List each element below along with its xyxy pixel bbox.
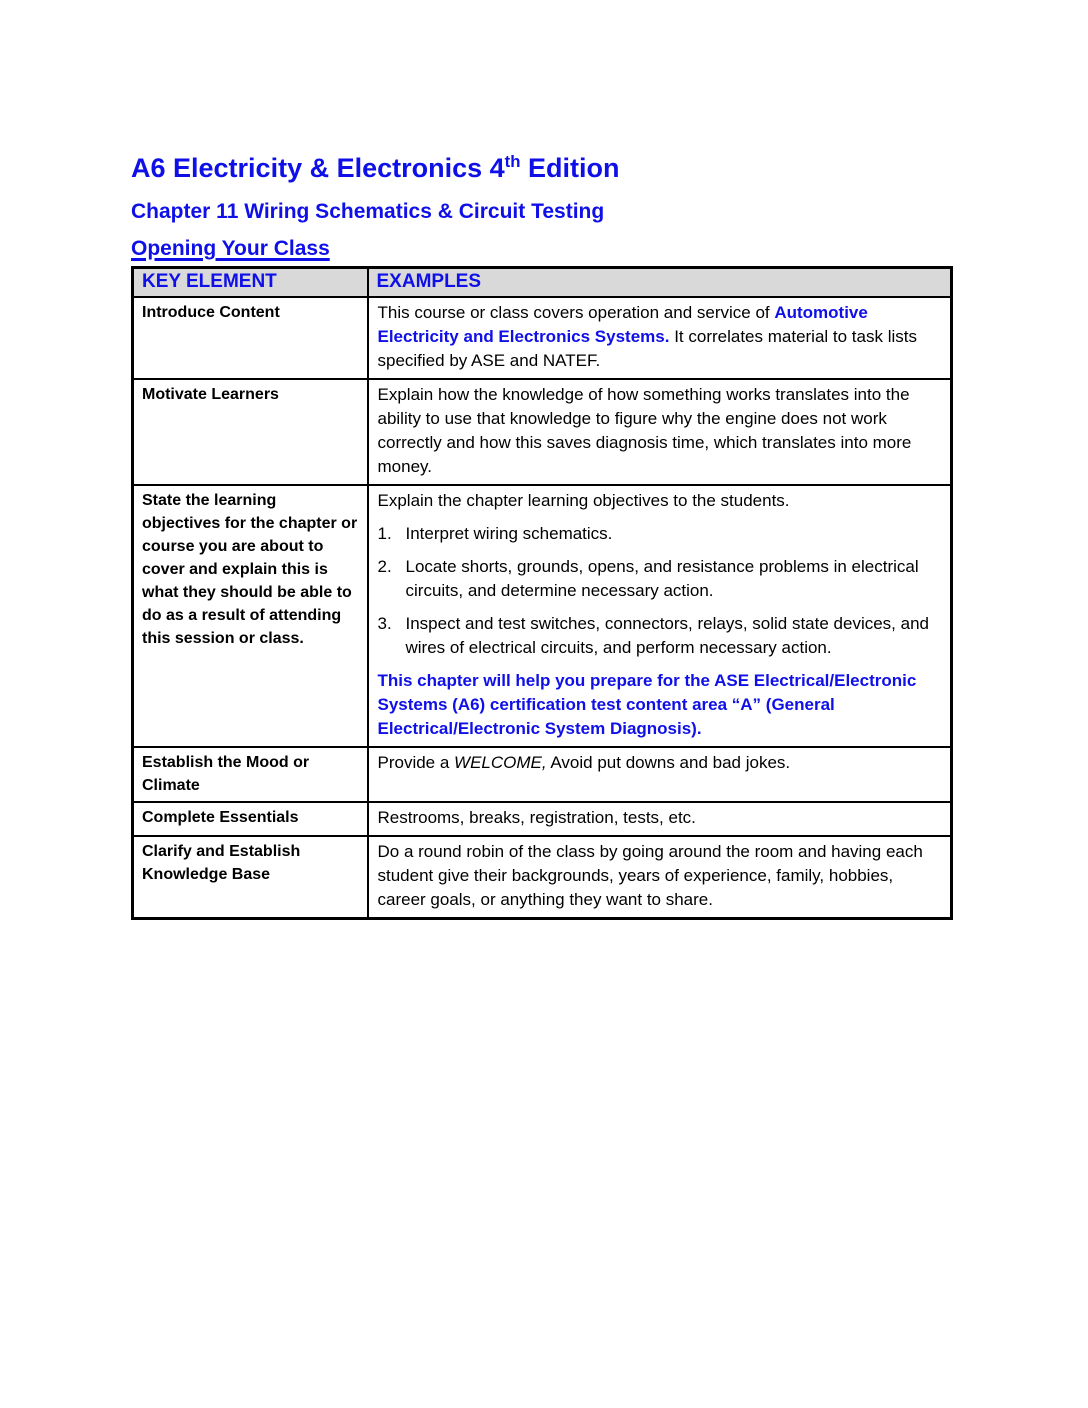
table-row: [133, 802, 952, 836]
text-segment: Explain how the knowledge of how something works translates into the ability to use that knowledge to figure why the engine does not work correctly and how this saves diagnosis time, which translates into more money.: [377, 385, 912, 477]
paragraph: [378, 383, 942, 479]
column-header-key-element: KEY ELEMENT: [133, 268, 368, 298]
paragraph: [378, 751, 942, 775]
text-segment: Interpret wiring schematics.: [405, 524, 613, 544]
table-body: [133, 297, 952, 919]
paragraph-text: [378, 753, 791, 772]
example-cell: [368, 836, 952, 919]
document-title: [131, 152, 956, 184]
example-cell: [368, 485, 952, 747]
list-item: [378, 555, 942, 603]
key-element-cell: Clarify and Establish Knowledge Base: [133, 836, 368, 919]
paragraph-text: [378, 303, 918, 370]
paragraph: [378, 669, 942, 741]
text-segment: Provide a: [377, 753, 455, 773]
table-row: [133, 379, 952, 485]
table-row: [133, 836, 952, 919]
text-segment: Avoid put downs and bad jokes.: [546, 753, 791, 773]
text-segment: WELCOME,: [454, 753, 547, 773]
text-segment: Restrooms, breaks, registration, tests, etc.: [377, 808, 696, 828]
table-row: [133, 747, 952, 802]
example-cell: [368, 297, 952, 379]
text-segment: Explain the chapter learning objectives to the students.: [377, 491, 790, 511]
opening-class-table: [131, 266, 953, 920]
paragraph-text: [378, 671, 917, 738]
example-cell: [368, 802, 952, 836]
paragraph: [378, 301, 942, 373]
example-cell: [368, 379, 952, 485]
list-item: [378, 612, 942, 660]
text-segment: Do a round robin of the class by going around the room and having each student give their backgrounds, years of experience, family, hobbies, career goals, or anything they want to share.: [377, 842, 923, 910]
list-number: 3.: [377, 614, 392, 634]
document-title-text: A6 Electricity & Electronics 4: [131, 153, 505, 183]
paragraph-text: [406, 612, 942, 660]
document-title-superscript: th: [504, 152, 521, 171]
text-segment: This chapter will help you prepare for the ASE Electrical/Electronic Systems (A6) certification test content area “A” (General Electrical/Electronic System Diagnosis).: [377, 671, 917, 739]
document-title-suffix: Edition: [520, 153, 620, 183]
example-cell: [368, 747, 952, 802]
text-segment: Locate shorts, grounds, opens, and resistance problems in electrical circuits, and determine necessary action.: [405, 557, 919, 601]
paragraph-text: [378, 385, 912, 476]
paragraph-text: [406, 555, 942, 603]
section-heading: Opening Your Class: [131, 237, 330, 261]
text-segment: Inspect and test switches, connectors, relays, solid state devices, and wires of electrical circuits, and perform necessary action.: [405, 614, 929, 658]
key-element-cell: Establish the Mood or Climate: [133, 747, 368, 802]
key-element-cell: State the learning objectives for the chapter or course you are about to cover and explain this is what they should be able to do as a result of attending this session or class.: [133, 485, 368, 747]
paragraph-text: [378, 808, 696, 827]
table-row: [133, 485, 952, 747]
key-element-cell: Complete Essentials: [133, 802, 368, 836]
list-number: 1.: [377, 524, 392, 544]
paragraph-text: [378, 491, 790, 510]
text-segment: Automotive Electricity and Electronics Systems.: [377, 303, 868, 347]
text-segment: It correlates material to task lists specified by ASE and NATEF.: [377, 327, 917, 371]
text-segment: This course or class covers operation and service of: [377, 303, 775, 323]
paragraph-text: [378, 842, 923, 909]
table-row: [133, 297, 952, 379]
key-element-cell: Motivate Learners: [133, 379, 368, 485]
paragraph: [378, 840, 942, 912]
key-element-cell: Introduce Content: [133, 297, 368, 379]
chapter-heading: Chapter 11 Wiring Schematics & Circuit Testing: [131, 200, 605, 224]
table-header-row: [133, 268, 952, 298]
paragraph-text: [406, 522, 942, 546]
column-header-examples: EXAMPLES: [368, 268, 952, 298]
list-number: 2.: [377, 557, 392, 577]
paragraph: [378, 806, 942, 830]
list-item: [378, 522, 942, 546]
paragraph: [378, 489, 942, 513]
